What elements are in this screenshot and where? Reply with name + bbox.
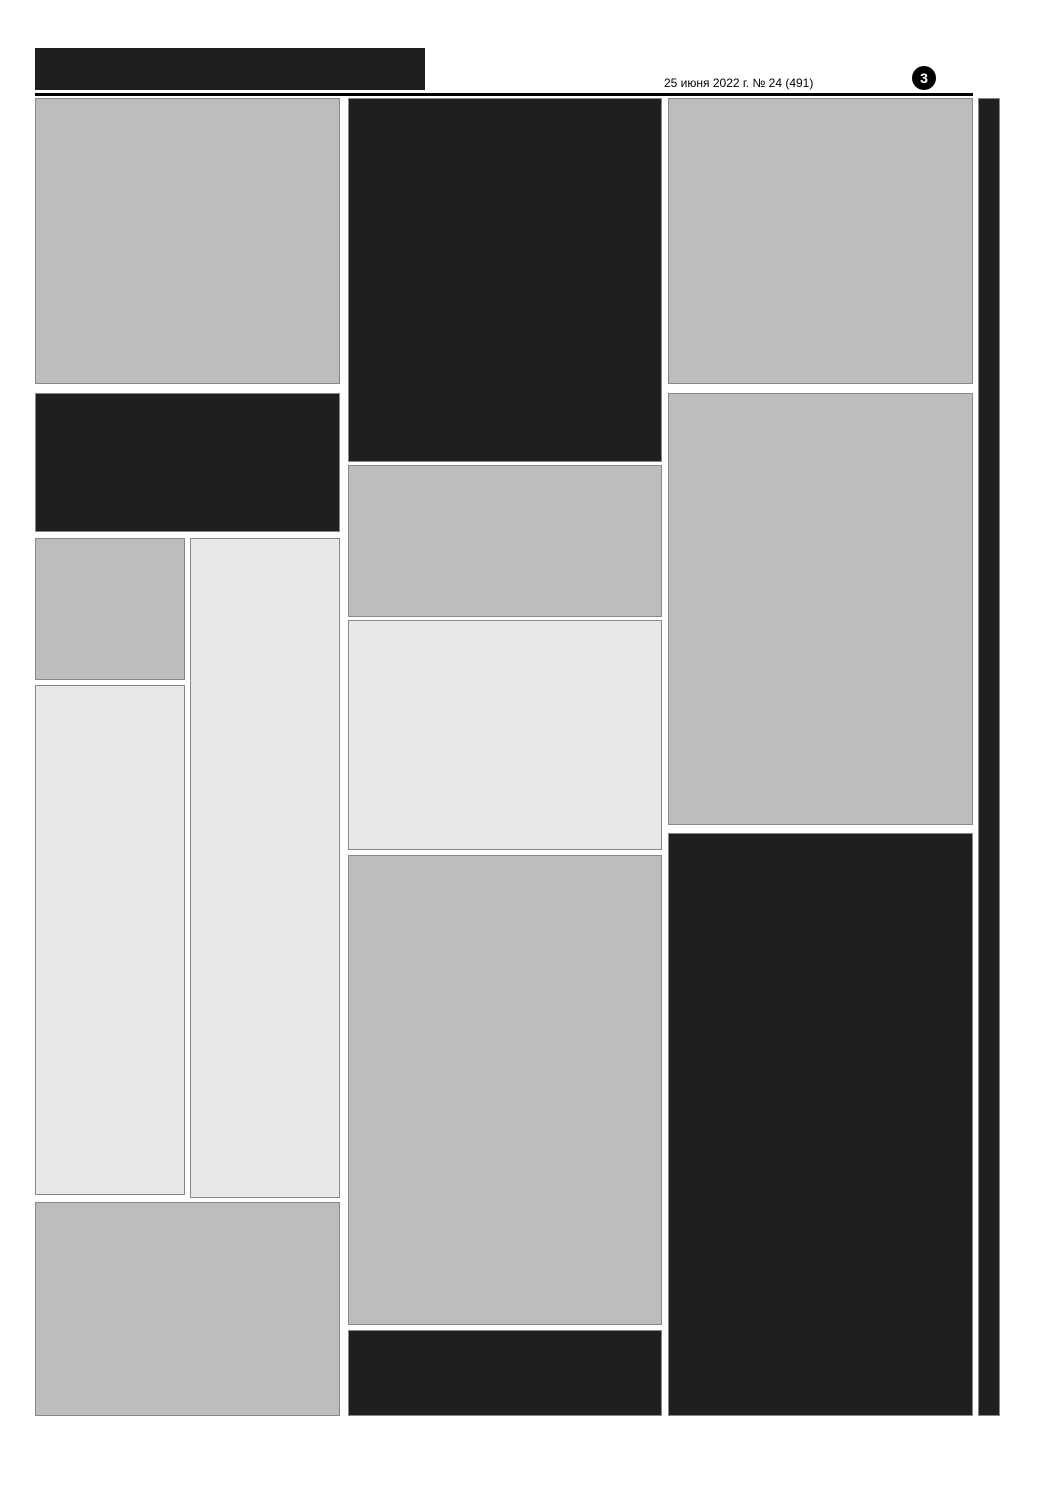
doors-ad-block <box>35 98 340 384</box>
hiring-ads-block <box>348 855 662 1325</box>
vertical-services-column <box>978 98 1000 1416</box>
page-header <box>0 0 1052 95</box>
technical-school-ad <box>668 393 973 825</box>
issue-line: 25 июня 2022 г. № 24 (491) <box>664 76 814 90</box>
urgent-sales-block <box>348 98 662 462</box>
classifieds-column-1 <box>35 685 185 1195</box>
master-kukushkin-ad <box>35 393 340 532</box>
carriers-wanted-ad <box>348 1330 662 1416</box>
balconies-ad-block <box>668 98 973 384</box>
buy-ad-block <box>348 465 662 617</box>
manipulator-ad <box>35 538 185 680</box>
masthead-logo <box>35 48 425 90</box>
header-rule <box>35 93 973 96</box>
classifieds-column-3 <box>348 620 662 850</box>
important-news-block <box>668 833 973 1416</box>
page-number: 3 <box>912 66 936 90</box>
classifieds-column-2 <box>190 538 340 1198</box>
metallik-ad <box>35 1202 340 1416</box>
